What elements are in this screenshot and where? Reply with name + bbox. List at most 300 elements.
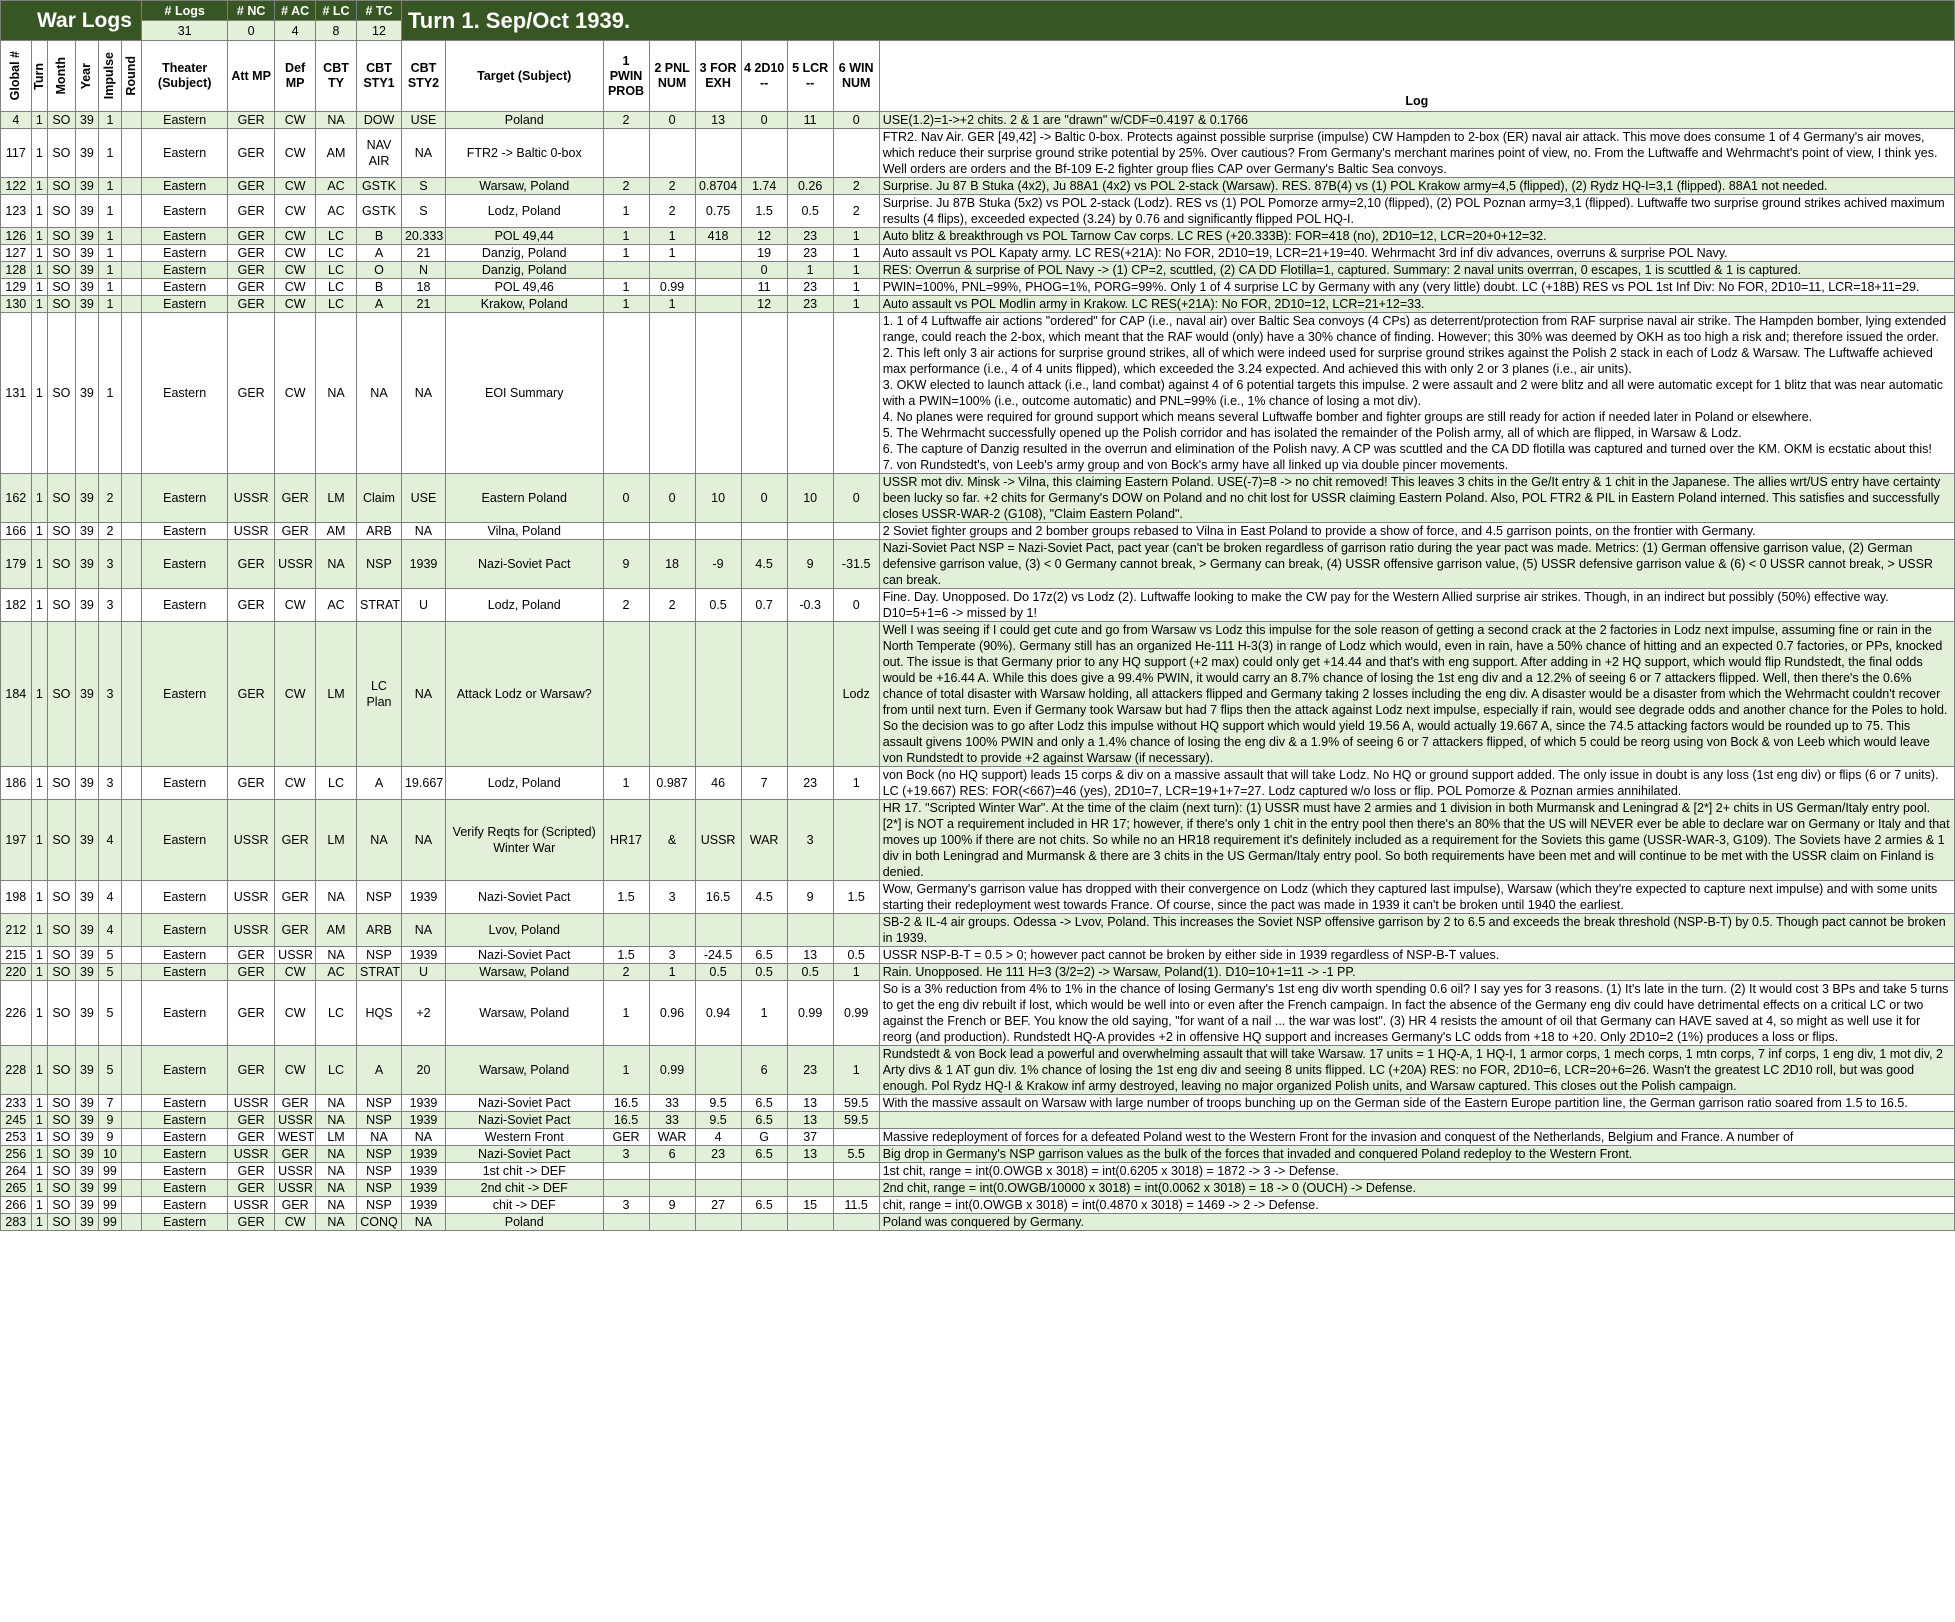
cbt-ty-cell[interactable]: LC: [316, 981, 357, 1046]
theater-cell[interactable]: Eastern: [142, 1129, 228, 1146]
month-cell[interactable]: SO: [48, 1112, 76, 1129]
table-row[interactable]: [1, 178, 1955, 195]
log-cell[interactable]: Auto assault vs POL Modlin army in Krakow. LC RES(+21A): No FOR, 2D10=12, LCR=21+12=33.: [879, 296, 1954, 313]
def-mp-cell[interactable]: CW: [275, 981, 316, 1046]
global-cell[interactable]: 4: [1, 112, 32, 129]
month-cell[interactable]: SO: [48, 589, 76, 622]
theater-cell[interactable]: Eastern: [142, 474, 228, 523]
cbt-sty1-cell[interactable]: A: [356, 296, 401, 313]
log-cell[interactable]: 2 Soviet fighter groups and 2 bomber groups rebased to Vilna in East Poland to provide a show of force, and 4.5 garrison points, on the frontier with Germany.: [879, 523, 1954, 540]
col-header-2d10[interactable]: 4 2D10 --: [741, 41, 787, 112]
cbt-ty-cell[interactable]: AM: [316, 523, 357, 540]
round-cell[interactable]: [121, 195, 142, 228]
def-mp-cell[interactable]: GER: [275, 1095, 316, 1112]
for-cell[interactable]: 9.5: [695, 1095, 741, 1112]
cbt-sty1-cell[interactable]: NSP: [356, 1180, 401, 1197]
target-cell[interactable]: POL 49,44: [445, 228, 603, 245]
log-cell[interactable]: PWIN=100%, PNL=99%, PHOG=1%, PORG=99%. Only 1 of 4 surprise LC by Germany with any (very little) doubt. LC (+18B) RES vs POL 1st Inf Div: No FOR, 2D10=11, LCR=18+11=29.: [879, 279, 1954, 296]
def-mp-cell[interactable]: GER: [275, 800, 316, 881]
impulse-cell[interactable]: 9: [99, 1129, 122, 1146]
pnl-cell[interactable]: 0: [649, 474, 695, 523]
def-mp-cell[interactable]: GER: [275, 914, 316, 947]
win-cell[interactable]: 1: [833, 1046, 879, 1095]
2d10-cell[interactable]: 6.5: [741, 1095, 787, 1112]
for-cell[interactable]: [695, 1046, 741, 1095]
theater-cell[interactable]: Eastern: [142, 279, 228, 296]
2d10-cell[interactable]: 12: [741, 228, 787, 245]
turn-cell[interactable]: 1: [31, 947, 47, 964]
win-cell[interactable]: Lodz: [833, 622, 879, 767]
for-cell[interactable]: USSR: [695, 800, 741, 881]
year-cell[interactable]: 39: [75, 296, 99, 313]
round-cell[interactable]: [121, 1146, 142, 1163]
target-cell[interactable]: EOI Summary: [445, 313, 603, 474]
win-cell[interactable]: 2: [833, 178, 879, 195]
impulse-cell[interactable]: 1: [99, 195, 122, 228]
impulse-cell[interactable]: 1: [99, 262, 122, 279]
win-cell[interactable]: 0: [833, 474, 879, 523]
log-cell[interactable]: SB-2 & IL-4 air groups. Odessa -> Lvov, Poland. This increases the Soviet NSP offensive garrison by 2 to 6.5 and exceeds the break threshold (NSP-B-T) by 0.5. Though pact cannot be broken in 1939.: [879, 914, 1954, 947]
round-cell[interactable]: [121, 1197, 142, 1214]
year-cell[interactable]: 39: [75, 1163, 99, 1180]
cbt-ty-cell[interactable]: AM: [316, 914, 357, 947]
def-mp-cell[interactable]: WEST: [275, 1129, 316, 1146]
win-cell[interactable]: 1: [833, 279, 879, 296]
pnl-cell[interactable]: [649, 129, 695, 178]
att-mp-cell[interactable]: GER: [228, 981, 275, 1046]
table-row[interactable]: [1, 1146, 1955, 1163]
month-cell[interactable]: SO: [48, 540, 76, 589]
round-cell[interactable]: [121, 914, 142, 947]
year-cell[interactable]: 39: [75, 1197, 99, 1214]
month-cell[interactable]: SO: [48, 981, 76, 1046]
cbt-sty2-cell[interactable]: NA: [401, 129, 445, 178]
table-row[interactable]: [1, 964, 1955, 981]
year-cell[interactable]: 39: [75, 112, 99, 129]
att-mp-cell[interactable]: GER: [228, 279, 275, 296]
col-header-lcr[interactable]: 5 LCR --: [787, 41, 833, 112]
col-header-for[interactable]: 3 FOR EXH: [695, 41, 741, 112]
cbt-sty1-cell[interactable]: HQS: [356, 981, 401, 1046]
global-cell[interactable]: 117: [1, 129, 32, 178]
turn-cell[interactable]: 1: [31, 981, 47, 1046]
for-cell[interactable]: 10: [695, 474, 741, 523]
cbt-sty2-cell[interactable]: NA: [401, 800, 445, 881]
round-cell[interactable]: [121, 981, 142, 1046]
for-cell[interactable]: [695, 1163, 741, 1180]
def-mp-cell[interactable]: USSR: [275, 1112, 316, 1129]
pnl-cell[interactable]: 0.987: [649, 767, 695, 800]
round-cell[interactable]: [121, 262, 142, 279]
impulse-cell[interactable]: 99: [99, 1214, 122, 1231]
round-cell[interactable]: [121, 800, 142, 881]
target-cell[interactable]: Warsaw, Poland: [445, 981, 603, 1046]
for-cell[interactable]: [695, 296, 741, 313]
win-cell[interactable]: 1.5: [833, 881, 879, 914]
global-cell[interactable]: 233: [1, 1095, 32, 1112]
cbt-sty1-cell[interactable]: ARB: [356, 914, 401, 947]
year-cell[interactable]: 39: [75, 1180, 99, 1197]
pnl-cell[interactable]: [649, 1180, 695, 1197]
cbt-sty2-cell[interactable]: 1939: [401, 1095, 445, 1112]
cbt-ty-cell[interactable]: NA: [316, 1180, 357, 1197]
col-header-round[interactable]: Round: [121, 41, 142, 112]
att-mp-cell[interactable]: GER: [228, 195, 275, 228]
global-cell[interactable]: 256: [1, 1146, 32, 1163]
cbt-ty-cell[interactable]: LM: [316, 800, 357, 881]
att-mp-cell[interactable]: GER: [228, 296, 275, 313]
for-cell[interactable]: -24.5: [695, 947, 741, 964]
att-mp-cell[interactable]: GER: [228, 589, 275, 622]
lcr-cell[interactable]: 23: [787, 279, 833, 296]
win-cell[interactable]: 1: [833, 245, 879, 262]
col-header-log[interactable]: Log: [879, 41, 1954, 112]
theater-cell[interactable]: Eastern: [142, 195, 228, 228]
global-cell[interactable]: 253: [1, 1129, 32, 1146]
theater-cell[interactable]: Eastern: [142, 1214, 228, 1231]
impulse-cell[interactable]: 1: [99, 112, 122, 129]
year-cell[interactable]: 39: [75, 178, 99, 195]
theater-cell[interactable]: Eastern: [142, 1180, 228, 1197]
cbt-sty2-cell[interactable]: 19.667: [401, 767, 445, 800]
impulse-cell[interactable]: 7: [99, 1095, 122, 1112]
year-cell[interactable]: 39: [75, 589, 99, 622]
impulse-cell[interactable]: 99: [99, 1197, 122, 1214]
cbt-sty2-cell[interactable]: U: [401, 589, 445, 622]
theater-cell[interactable]: Eastern: [142, 313, 228, 474]
cbt-sty1-cell[interactable]: NA: [356, 1129, 401, 1146]
round-cell[interactable]: [121, 1180, 142, 1197]
table-row[interactable]: [1, 1180, 1955, 1197]
cbt-ty-cell[interactable]: LC: [316, 228, 357, 245]
impulse-cell[interactable]: 3: [99, 622, 122, 767]
pwin-cell[interactable]: 3: [603, 1146, 649, 1163]
lcr-cell[interactable]: 23: [787, 296, 833, 313]
cbt-sty1-cell[interactable]: NSP: [356, 1197, 401, 1214]
lcr-cell[interactable]: 13: [787, 947, 833, 964]
target-cell[interactable]: Lodz, Poland: [445, 589, 603, 622]
lcr-cell[interactable]: 0.5: [787, 964, 833, 981]
cbt-ty-cell[interactable]: LC: [316, 767, 357, 800]
win-cell[interactable]: 1: [833, 767, 879, 800]
turn-cell[interactable]: 1: [31, 1112, 47, 1129]
global-cell[interactable]: 198: [1, 881, 32, 914]
att-mp-cell[interactable]: GER: [228, 228, 275, 245]
col-header-pwin[interactable]: 1 PWIN PROB: [603, 41, 649, 112]
target-cell[interactable]: Warsaw, Poland: [445, 178, 603, 195]
cbt-ty-cell[interactable]: NA: [316, 540, 357, 589]
month-cell[interactable]: SO: [48, 914, 76, 947]
lcr-cell[interactable]: -0.3: [787, 589, 833, 622]
year-cell[interactable]: 39: [75, 474, 99, 523]
col-header-turn[interactable]: Turn: [31, 41, 47, 112]
target-cell[interactable]: Lvov, Poland: [445, 914, 603, 947]
cbt-sty1-cell[interactable]: DOW: [356, 112, 401, 129]
theater-cell[interactable]: Eastern: [142, 947, 228, 964]
cbt-sty2-cell[interactable]: NA: [401, 914, 445, 947]
theater-cell[interactable]: Eastern: [142, 622, 228, 767]
win-cell[interactable]: 1: [833, 228, 879, 245]
impulse-cell[interactable]: 1: [99, 313, 122, 474]
for-cell[interactable]: [695, 914, 741, 947]
year-cell[interactable]: 39: [75, 262, 99, 279]
def-mp-cell[interactable]: CW: [275, 178, 316, 195]
pwin-cell[interactable]: 1: [603, 981, 649, 1046]
round-cell[interactable]: [121, 881, 142, 914]
lcr-cell[interactable]: [787, 1163, 833, 1180]
for-cell[interactable]: 0.75: [695, 195, 741, 228]
month-cell[interactable]: SO: [48, 112, 76, 129]
for-cell[interactable]: [695, 279, 741, 296]
log-cell[interactable]: Surprise. Ju 87 B Stuka (4x2), Ju 88A1 (4x2) vs POL 2-stack (Warsaw). RES. 87B(4) vs (1) POL Krakow army=4,5 (flipped), (2) Rydz HQ-I=3,1 (flipped). 88A1 not needed.: [879, 178, 1954, 195]
cbt-ty-cell[interactable]: NA: [316, 1163, 357, 1180]
col-header-target[interactable]: Target (Subject): [445, 41, 603, 112]
att-mp-cell[interactable]: GER: [228, 767, 275, 800]
cbt-sty1-cell[interactable]: ARB: [356, 523, 401, 540]
log-cell[interactable]: chit, range = int(0.OWGB x 3018) = int(0.4870 x 3018) = 1469 -> 2 -> Defense.: [879, 1197, 1954, 1214]
round-cell[interactable]: [121, 1112, 142, 1129]
global-cell[interactable]: 266: [1, 1197, 32, 1214]
table-row[interactable]: [1, 589, 1955, 622]
pwin-cell[interactable]: 1: [603, 195, 649, 228]
att-mp-cell[interactable]: USSR: [228, 1146, 275, 1163]
pnl-cell[interactable]: 6: [649, 1146, 695, 1163]
year-cell[interactable]: 39: [75, 313, 99, 474]
month-cell[interactable]: SO: [48, 1197, 76, 1214]
lcr-cell[interactable]: [787, 129, 833, 178]
table-row[interactable]: [1, 1197, 1955, 1214]
2d10-cell[interactable]: 12: [741, 296, 787, 313]
att-mp-cell[interactable]: GER: [228, 1163, 275, 1180]
impulse-cell[interactable]: 1: [99, 178, 122, 195]
win-cell[interactable]: [833, 313, 879, 474]
pnl-cell[interactable]: 2: [649, 195, 695, 228]
for-cell[interactable]: 0.94: [695, 981, 741, 1046]
year-cell[interactable]: 39: [75, 523, 99, 540]
def-mp-cell[interactable]: GER: [275, 1197, 316, 1214]
theater-cell[interactable]: Eastern: [142, 262, 228, 279]
att-mp-cell[interactable]: GER: [228, 262, 275, 279]
cbt-ty-cell[interactable]: LM: [316, 474, 357, 523]
round-cell[interactable]: [121, 228, 142, 245]
col-header-year[interactable]: Year: [75, 41, 99, 112]
cbt-sty2-cell[interactable]: NA: [401, 313, 445, 474]
att-mp-cell[interactable]: USSR: [228, 523, 275, 540]
cbt-sty1-cell[interactable]: A: [356, 767, 401, 800]
2d10-cell[interactable]: 11: [741, 279, 787, 296]
table-row[interactable]: [1, 245, 1955, 262]
log-cell[interactable]: Poland was conquered by Germany.: [879, 1214, 1954, 1231]
pwin-cell[interactable]: [603, 914, 649, 947]
lcr-cell[interactable]: 11: [787, 112, 833, 129]
cbt-sty1-cell[interactable]: A: [356, 1046, 401, 1095]
cbt-sty2-cell[interactable]: 1939: [401, 1146, 445, 1163]
def-mp-cell[interactable]: CW: [275, 767, 316, 800]
table-row[interactable]: [1, 296, 1955, 313]
lcr-cell[interactable]: 13: [787, 1146, 833, 1163]
round-cell[interactable]: [121, 1214, 142, 1231]
pnl-cell[interactable]: 0.96: [649, 981, 695, 1046]
lcr-cell[interactable]: 10: [787, 474, 833, 523]
round-cell[interactable]: [121, 1095, 142, 1112]
cbt-ty-cell[interactable]: LC: [316, 262, 357, 279]
cbt-ty-cell[interactable]: NA: [316, 1214, 357, 1231]
pnl-cell[interactable]: 0: [649, 112, 695, 129]
theater-cell[interactable]: Eastern: [142, 800, 228, 881]
year-cell[interactable]: 39: [75, 1046, 99, 1095]
month-cell[interactable]: SO: [48, 1146, 76, 1163]
att-mp-cell[interactable]: GER: [228, 1112, 275, 1129]
lcr-cell[interactable]: [787, 523, 833, 540]
log-cell[interactable]: Rundstedt & von Bock lead a powerful and overwhelming assault that will take Warsaw. 17 units = 1 HQ-A, 1 HQ-I, 1 armor corps, 1 mech corps, 1 mtn corps, 7 inf corps, 1 eng div, 1 mot div, 2 Arty divs & 1 AT gun div. 1% chance of losing the 1st eng div and seeing 8 units flipped. LC (+20A) RES: no FOR, 2D10=6, LCR=20+6=26. Wasn't the greatest LC 2D10 roll, but was good enough. Pol Rydz HQ-I & Krakow inf army destroyed, leaving no major organized Polish units, and Warsaw captured. This closes out the Polish campaign.: [879, 1046, 1954, 1095]
table-row[interactable]: [1, 981, 1955, 1046]
turn-cell[interactable]: 1: [31, 1163, 47, 1180]
2d10-cell[interactable]: 1.74: [741, 178, 787, 195]
global-cell[interactable]: 283: [1, 1214, 32, 1231]
pwin-cell[interactable]: 1: [603, 228, 649, 245]
impulse-cell[interactable]: 5: [99, 981, 122, 1046]
turn-cell[interactable]: 1: [31, 1197, 47, 1214]
cbt-sty2-cell[interactable]: 1939: [401, 1197, 445, 1214]
for-cell[interactable]: 23: [695, 1146, 741, 1163]
att-mp-cell[interactable]: USSR: [228, 1095, 275, 1112]
table-row[interactable]: [1, 1214, 1955, 1231]
cbt-ty-cell[interactable]: LC: [316, 279, 357, 296]
table-row[interactable]: [1, 881, 1955, 914]
turn-cell[interactable]: 1: [31, 195, 47, 228]
impulse-cell[interactable]: 1: [99, 245, 122, 262]
pwin-cell[interactable]: [603, 313, 649, 474]
cbt-sty1-cell[interactable]: NSP: [356, 881, 401, 914]
table-row[interactable]: [1, 1112, 1955, 1129]
cbt-sty1-cell[interactable]: O: [356, 262, 401, 279]
att-mp-cell[interactable]: USSR: [228, 474, 275, 523]
round-cell[interactable]: [121, 245, 142, 262]
cbt-sty1-cell[interactable]: NA: [356, 800, 401, 881]
win-cell[interactable]: 0: [833, 589, 879, 622]
target-cell[interactable]: Vilna, Poland: [445, 523, 603, 540]
2d10-cell[interactable]: [741, 1214, 787, 1231]
target-cell[interactable]: FTR2 -> Baltic 0-box: [445, 129, 603, 178]
impulse-cell[interactable]: 1: [99, 296, 122, 313]
cbt-sty2-cell[interactable]: 20.333: [401, 228, 445, 245]
table-row[interactable]: [1, 1046, 1955, 1095]
round-cell[interactable]: [121, 622, 142, 767]
cbt-ty-cell[interactable]: NA: [316, 112, 357, 129]
impulse-cell[interactable]: 3: [99, 589, 122, 622]
target-cell[interactable]: Nazi-Soviet Pact: [445, 1146, 603, 1163]
cbt-ty-cell[interactable]: NA: [316, 1197, 357, 1214]
2d10-cell[interactable]: [741, 1180, 787, 1197]
for-cell[interactable]: 46: [695, 767, 741, 800]
month-cell[interactable]: SO: [48, 1163, 76, 1180]
turn-cell[interactable]: 1: [31, 1146, 47, 1163]
win-cell[interactable]: 59.5: [833, 1112, 879, 1129]
cbt-sty2-cell[interactable]: S: [401, 178, 445, 195]
log-cell[interactable]: FTR2. Nav Air. GER [49,42] -> Baltic 0-box. Protects against possible surprise (impulse) CW Hampden to 2-box (ER) naval air attack. This move does consume 1 of 4 Germany's air moves, which reduce their surprise ground strike potential by 25%. Over cautious? From Germany's merchant marines point of view, no. From the Luftwaffe and Wehrmacht's point of view, I think yes. Well orders are orders and the Bf-109 E-2 fighter group flies CAP over Germany's Baltic Sea convoys.: [879, 129, 1954, 178]
theater-cell[interactable]: Eastern: [142, 964, 228, 981]
cbt-sty2-cell[interactable]: USE: [401, 112, 445, 129]
pwin-cell[interactable]: [603, 1163, 649, 1180]
month-cell[interactable]: SO: [48, 881, 76, 914]
cbt-sty2-cell[interactable]: NA: [401, 523, 445, 540]
year-cell[interactable]: 39: [75, 1095, 99, 1112]
cbt-sty2-cell[interactable]: 1939: [401, 947, 445, 964]
2d10-cell[interactable]: 6.5: [741, 1197, 787, 1214]
month-cell[interactable]: SO: [48, 947, 76, 964]
win-cell[interactable]: 0: [833, 112, 879, 129]
turn-cell[interactable]: 1: [31, 1046, 47, 1095]
log-cell[interactable]: Rain. Unopposed. He 111 H=3 (3/2=2) -> Warsaw, Poland(1). D10=10+1=11 -> -1 PP.: [879, 964, 1954, 981]
month-cell[interactable]: SO: [48, 1046, 76, 1095]
2d10-cell[interactable]: WAR: [741, 800, 787, 881]
for-cell[interactable]: 418: [695, 228, 741, 245]
cbt-sty1-cell[interactable]: NSP: [356, 1112, 401, 1129]
col-header-cbt-ty[interactable]: CBT TY: [316, 41, 357, 112]
global-cell[interactable]: 179: [1, 540, 32, 589]
col-header-theater[interactable]: Theater (Subject): [142, 41, 228, 112]
def-mp-cell[interactable]: CW: [275, 313, 316, 474]
col-header-cbt-sty1[interactable]: CBT STY1: [356, 41, 401, 112]
2d10-cell[interactable]: [741, 1163, 787, 1180]
log-cell[interactable]: With the massive assault on Warsaw with large number of troops bunching up on the German side of the Eastern Europe partition line, the German garrison ratio soared from 1.5 to 16.5.: [879, 1095, 1954, 1112]
def-mp-cell[interactable]: CW: [275, 1046, 316, 1095]
turn-cell[interactable]: 1: [31, 964, 47, 981]
win-cell[interactable]: [833, 1163, 879, 1180]
target-cell[interactable]: Nazi-Soviet Pact: [445, 881, 603, 914]
theater-cell[interactable]: Eastern: [142, 767, 228, 800]
lcr-cell[interactable]: [787, 1180, 833, 1197]
table-row[interactable]: [1, 947, 1955, 964]
log-cell[interactable]: Auto blitz & breakthrough vs POL Tarnow Cav corps. LC RES (+20.333B): FOR=418 (no), 2D10=12, LCR=20+0+12=32.: [879, 228, 1954, 245]
cbt-sty2-cell[interactable]: U: [401, 964, 445, 981]
win-cell[interactable]: 5.5: [833, 1146, 879, 1163]
lcr-cell[interactable]: [787, 1214, 833, 1231]
2d10-cell[interactable]: [741, 129, 787, 178]
lcr-cell[interactable]: 13: [787, 1095, 833, 1112]
theater-cell[interactable]: Eastern: [142, 112, 228, 129]
win-cell[interactable]: [833, 1180, 879, 1197]
def-mp-cell[interactable]: CW: [275, 228, 316, 245]
cbt-ty-cell[interactable]: NA: [316, 313, 357, 474]
pnl-cell[interactable]: WAR: [649, 1129, 695, 1146]
pwin-cell[interactable]: HR17: [603, 800, 649, 881]
lcr-cell[interactable]: [787, 914, 833, 947]
pwin-cell[interactable]: [603, 1214, 649, 1231]
cbt-ty-cell[interactable]: AC: [316, 964, 357, 981]
for-cell[interactable]: [695, 129, 741, 178]
cbt-ty-cell[interactable]: LC: [316, 245, 357, 262]
round-cell[interactable]: [121, 112, 142, 129]
theater-cell[interactable]: Eastern: [142, 1197, 228, 1214]
def-mp-cell[interactable]: GER: [275, 1146, 316, 1163]
year-cell[interactable]: 39: [75, 800, 99, 881]
cbt-sty2-cell[interactable]: NA: [401, 1214, 445, 1231]
for-cell[interactable]: 9.5: [695, 1112, 741, 1129]
win-cell[interactable]: [833, 1129, 879, 1146]
round-cell[interactable]: [121, 313, 142, 474]
cbt-sty1-cell[interactable]: NSP: [356, 540, 401, 589]
att-mp-cell[interactable]: GER: [228, 1129, 275, 1146]
target-cell[interactable]: Krakow, Poland: [445, 296, 603, 313]
log-cell[interactable]: 1st chit, range = int(0.OWGB x 3018) = int(0.6205 x 3018) = 1872 -> 3 -> Defense.: [879, 1163, 1954, 1180]
win-cell[interactable]: [833, 800, 879, 881]
att-mp-cell[interactable]: GER: [228, 622, 275, 767]
pwin-cell[interactable]: [603, 1180, 649, 1197]
month-cell[interactable]: SO: [48, 245, 76, 262]
log-cell[interactable]: HR 17. "Scripted Winter War". At the time of the claim (next turn): (1) USSR must have 2 armies and 1 division in both Murmansk and Leningrad & [2*] 2+ chits in US German/Italy entry pool. [2*] is NOT a requirement included in HR 17; however, if there's only 1 chit in the entry pool then there's an 80% that the US will NEVER ever be able to declare war on Germany or Italy and that moves up 100% if there are not chits. So while no an HR18 requirement it's definitely included as a requirement for the Soviets this game (USSR-WAR-3, G109). The Soviets have 2 armies & 1 div in both Leningrad and Murmansk & there are 3 chits in the US German/Italy entry pool. So both requirements have been met and will continue to be met with the USSR claim on Finland is denied.: [879, 800, 1954, 881]
cbt-sty2-cell[interactable]: N: [401, 262, 445, 279]
